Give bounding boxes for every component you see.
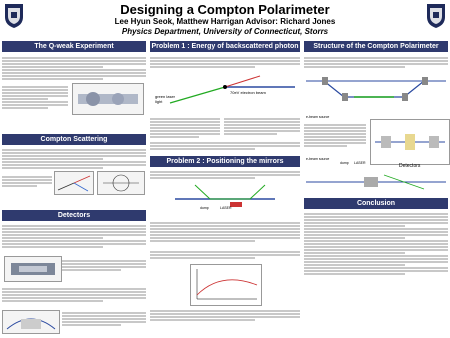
detectors-text bbox=[2, 224, 146, 249]
q-weak-apparatus-image bbox=[72, 83, 144, 115]
poster-affiliation: Physics Department, University of Connecticut, Storrs bbox=[121, 27, 329, 36]
section-header-compton: Compton Scattering bbox=[2, 134, 146, 145]
e-beam-source-label-2: e-beam source bbox=[306, 157, 330, 161]
section-header-conclusion: Conclusion bbox=[304, 198, 448, 209]
chicane-diagram bbox=[304, 73, 448, 107]
section-header-problem2: Problem 2 : Positioning the mirrors bbox=[150, 156, 300, 167]
light-label: light bbox=[155, 99, 163, 104]
polarimeter-layout bbox=[370, 119, 450, 165]
dump-label-2: dump bbox=[340, 161, 349, 165]
laser-label-2: LASER bbox=[354, 161, 366, 165]
beam-tag-label: 70eV electron beam bbox=[230, 90, 266, 95]
mirror-plot bbox=[190, 264, 262, 306]
q-weak-text bbox=[2, 56, 146, 81]
middle-column bbox=[150, 53, 300, 338]
left-column bbox=[2, 53, 146, 338]
poster-title: Designing a Compton Polarimeter bbox=[120, 2, 330, 17]
compton-text bbox=[2, 148, 146, 170]
dump-label: dump bbox=[200, 206, 209, 210]
poster-authors: Lee Hyun Seok, Matthew Harrigan Advisor: Richard Jones bbox=[114, 17, 336, 26]
laser-label: LASER bbox=[220, 206, 232, 210]
section-header-structure: Structure of the Compton Polarimeter bbox=[304, 41, 448, 52]
equations bbox=[150, 117, 220, 139]
mirror-positioning-diagram bbox=[170, 181, 280, 217]
detector-image bbox=[4, 256, 62, 282]
scattering-diagram bbox=[150, 73, 300, 113]
structure-text bbox=[304, 56, 448, 69]
problem2-text bbox=[150, 170, 300, 180]
e-beam-source-label: e-beam source bbox=[306, 115, 330, 119]
section-header-q-weak: The Q-weak Experiment bbox=[2, 41, 146, 52]
detectors-label: Detectors bbox=[399, 163, 421, 169]
compton-diagram-2 bbox=[97, 171, 145, 195]
problem1-text bbox=[150, 56, 300, 69]
compton-diagram-1 bbox=[54, 171, 94, 195]
right-column bbox=[304, 53, 448, 338]
green-laser-label: green laser bbox=[155, 94, 176, 99]
poster-header bbox=[0, 0, 450, 40]
conclusion-text bbox=[304, 212, 448, 276]
magnet-diagram bbox=[2, 310, 60, 334]
beamline-diagram bbox=[304, 171, 448, 193]
section-header-detectors: Detectors bbox=[2, 210, 146, 221]
section-header-problem1: Problem 1 : Energy of backscattered photon bbox=[151, 43, 299, 50]
